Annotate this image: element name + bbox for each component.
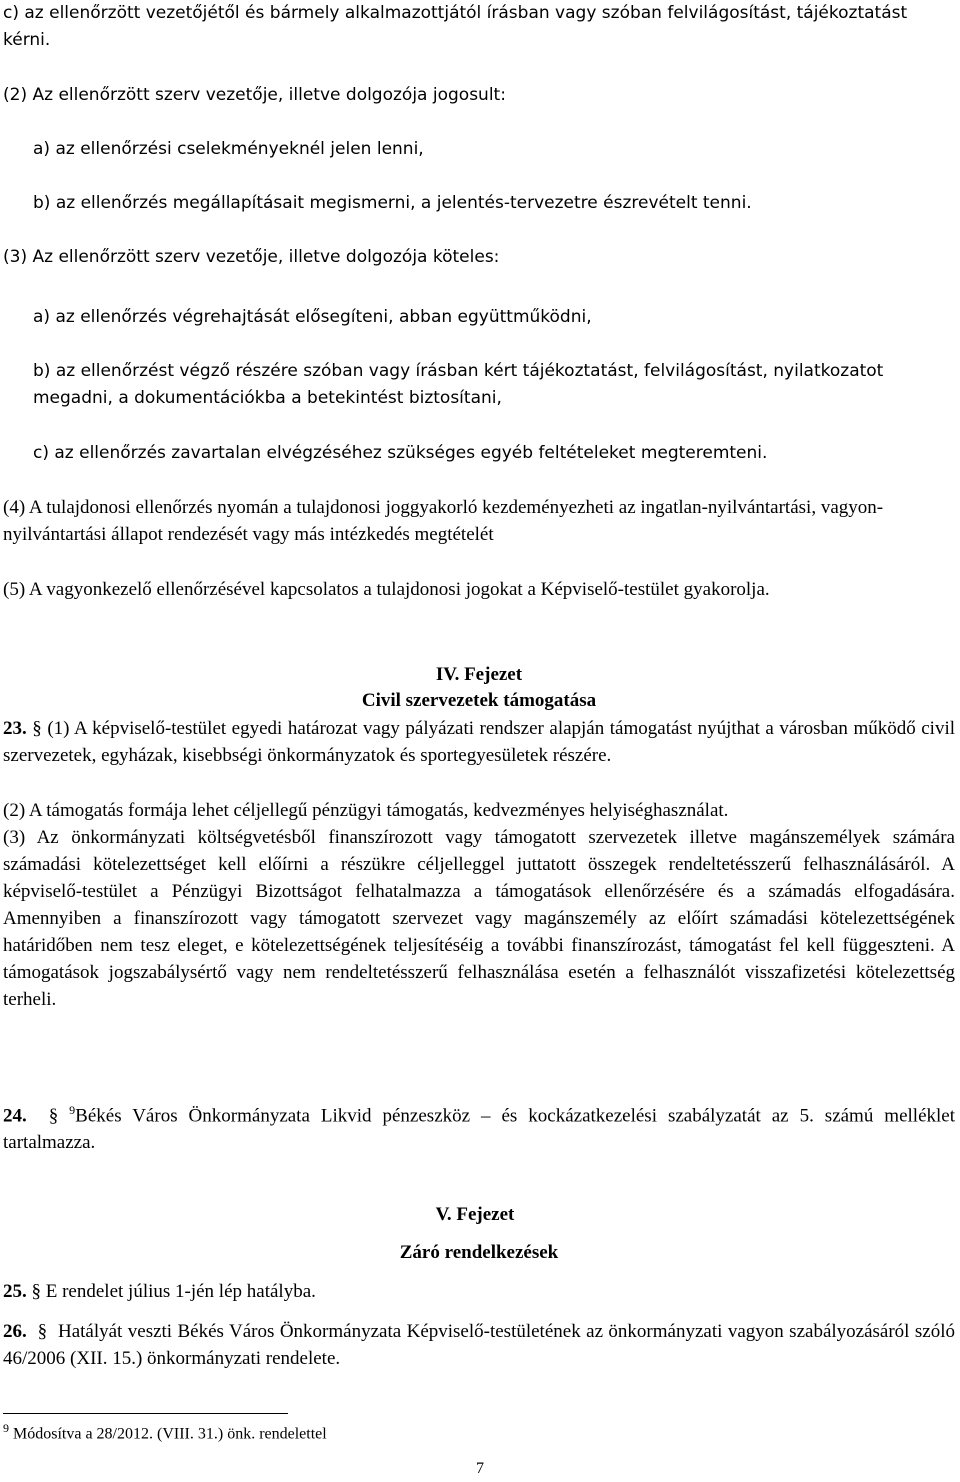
article-23-paragraph-3: (3) Az önkormányzati költségvetésből finanszírozott vagy támogatott szervezetek illetve magánszemélyek számára számadási kötelezettséget kell előírni a részükre céljelleggel juttatott összegek rendeltetésszerű felhasználásáról. A képviselő-testület a Pénzügyi Bizottságot felhatalmazza a támogatások ellenőrzésére és a számadás elfogadására. Amennyiben a finanszírozott vagy támogatott szervezet vagy magánszemély az előírt számadási kötelezettségének határidőben nem tesz eleget, e kötelezettségének teljesítéséig a további finanszírozást, támogatást fel kell függeszteni. A támogatások jogszabálysértő vagy nem rendeltetésszerű felhasználása esetén a felhasználót visszafizetési kötelezettség terheli. bbox=[3, 827, 955, 1010]
footnote-separator bbox=[3, 1413, 288, 1414]
section-3-item-b: b) az ellenőrzést végző részére szóban vagy írásban kért tájékoztatást, felvilágosítást, nyilatkozatot megadni, a dokumentációkba a betekintést biztosítani, bbox=[33, 361, 884, 408]
article-23-number: 23. bbox=[3, 718, 27, 739]
chapter-5-title: Záró rendelkezések bbox=[399, 1242, 559, 1263]
section-sign: § bbox=[48, 1105, 59, 1127]
section-2-item-b: b) az ellenőrzés megállapításait megismerni, a jelentés-tervezetre észrevételt tenni. bbox=[33, 193, 752, 213]
section-sign: § bbox=[32, 718, 42, 739]
footnote-reference[interactable]: 9 bbox=[69, 1103, 76, 1117]
section-5-paragraph: (5) A vagyonkezelő ellenőrzésével kapcsolatos a tulajdonosi jogokat a Képviselő-testület gyakorolja. bbox=[3, 579, 770, 600]
article-26-text: Hatályát veszti Békés Város Önkormányzata Képviselő-testületének az önkormányzati vagyon szabályozásáról szóló 46/2006 (XII. 15.) önkormányzati rendelete. bbox=[3, 1321, 955, 1369]
section-3-item-a: a) az ellenőrzés végrehajtását elősegíteni, abban együttműködni, bbox=[33, 307, 592, 327]
chapter-4-number: IV. Fejezet bbox=[435, 664, 523, 685]
section-4-paragraph: (4) A tulajdonosi ellenőrzés nyomán a tulajdonosi joggyakorló kezdeményezheti az ingatlan-nyilvántartási, vagyon-nyilvántartási állapot rendezését vagy más intézkedés megtételét bbox=[3, 497, 884, 545]
article-24-text: Békés Város Önkormányzata Likvid pénzeszköz – és kockázatkezelési szabályzatát az 5. számú melléklet tartalmazza. bbox=[3, 1105, 955, 1154]
section-3-item-c: c) az ellenőrzés zavartalan elvégzéséhez szükséges egyéb feltételeket megteremteni. bbox=[33, 443, 768, 463]
chapter-4-title: Civil szervezetek támogatása bbox=[361, 690, 597, 711]
clause-c-line: c) az ellenőrzött vezetőjétől és bármely alkalmazottjától írásban vagy szóban felvilágosítást, tájékoztatást kérni. bbox=[3, 3, 908, 50]
section-2-heading: (2) Az ellenőrzött szerv vezetője, illetve dolgozója jogosult: bbox=[3, 85, 506, 105]
article-26-number: 26. bbox=[3, 1321, 27, 1342]
section-3-heading: (3) Az ellenőrzött szerv vezetője, illetve dolgozója köteles: bbox=[3, 247, 500, 267]
article-25-number: 25. bbox=[3, 1281, 27, 1302]
section-2-item-a: a) az ellenőrzési cselekményeknél jelen lenni, bbox=[33, 139, 424, 159]
article-24-number: 24. bbox=[3, 1105, 27, 1127]
section-sign: § bbox=[31, 1281, 41, 1302]
article-23-paragraph-1 bbox=[3, 715, 955, 769]
article-23-paragraph-2: (2) A támogatás formája lehet céljellegű pénzügyi támogatás, kedvezményes helyiséghasználat. bbox=[3, 800, 729, 821]
footnote-number: 9 bbox=[3, 1421, 9, 1435]
article-25-text: E rendelet július 1-jén lép hatályba. bbox=[45, 1281, 316, 1302]
chapter-5-number: V. Fejezet bbox=[435, 1204, 515, 1225]
article-24-paragraph bbox=[3, 1097, 955, 1156]
article-26-paragraph bbox=[3, 1318, 955, 1372]
page-number: 7 bbox=[476, 1460, 484, 1477]
footnote-text: Módosítva a 28/2012. (VIII. 31.) önk. rendelettel bbox=[13, 1425, 327, 1443]
footnote bbox=[3, 1416, 327, 1446]
section-sign: § bbox=[37, 1321, 48, 1342]
article-25-paragraph bbox=[3, 1278, 955, 1305]
article-23-text-1: (1) A képviselő-testület egyedi határozat vagy pályázati rendszer alapján támogatást nyújthat a városban működő civil szervezetek, egyházak, kisebbségi önkormányzatok és sportegyesületek részére. bbox=[3, 718, 956, 766]
